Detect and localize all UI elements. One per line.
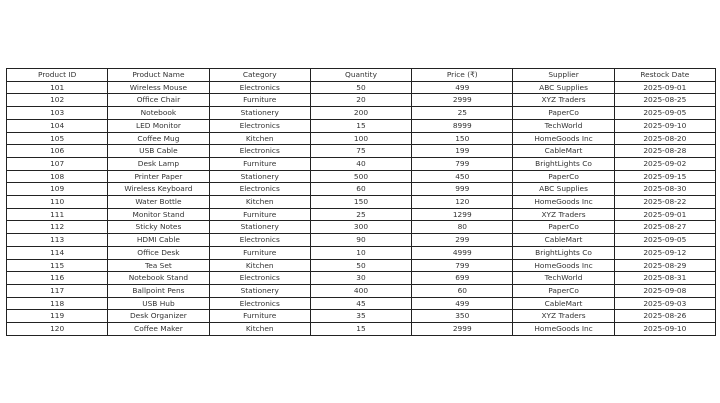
table-row [7, 284, 716, 297]
table-cell: 101 [7, 81, 108, 94]
table-cell: XYZ Traders [513, 208, 614, 221]
table-cell: 110 [7, 196, 108, 209]
table-cell: 2025-09-10 [614, 119, 715, 132]
column-header: Product ID [7, 69, 108, 82]
table-cell: BrightLights Co [513, 157, 614, 170]
table-cell: 60 [412, 284, 513, 297]
table-cell: 799 [412, 259, 513, 272]
table-cell: 114 [7, 246, 108, 259]
table-cell: 109 [7, 183, 108, 196]
table-cell: HomeGoods Inc [513, 323, 614, 336]
table-cell: PaperCo [513, 170, 614, 183]
table-row [7, 119, 716, 132]
table-cell: 699 [412, 272, 513, 285]
table-row [7, 107, 716, 120]
table-row [7, 183, 716, 196]
table-cell: Ballpoint Pens [108, 284, 209, 297]
table-header [7, 69, 716, 82]
inventory-table-container [6, 68, 716, 336]
table-row [7, 170, 716, 183]
table-cell: 8999 [412, 119, 513, 132]
table-cell: Notebook [108, 107, 209, 120]
table-cell: 450 [412, 170, 513, 183]
table-cell: 300 [310, 221, 411, 234]
table-cell: 2025-08-29 [614, 259, 715, 272]
table-cell: 120 [412, 196, 513, 209]
table-cell: HomeGoods Inc [513, 259, 614, 272]
table-cell: 2025-09-10 [614, 323, 715, 336]
table-row [7, 132, 716, 145]
table-cell: 350 [412, 310, 513, 323]
table-cell: Notebook Stand [108, 272, 209, 285]
table-cell: 150 [310, 196, 411, 209]
table-cell: 111 [7, 208, 108, 221]
table-cell: HomeGoods Inc [513, 196, 614, 209]
table-row [7, 234, 716, 247]
table-cell: PaperCo [513, 284, 614, 297]
table-cell: 499 [412, 297, 513, 310]
table-row [7, 81, 716, 94]
table-cell: 15 [310, 119, 411, 132]
table-cell: 999 [412, 183, 513, 196]
table-cell: 118 [7, 297, 108, 310]
header-row [7, 69, 716, 82]
table-cell: 117 [7, 284, 108, 297]
table-cell: 4999 [412, 246, 513, 259]
table-cell: 103 [7, 107, 108, 120]
table-cell: Furniture [209, 310, 310, 323]
table-cell: 25 [310, 208, 411, 221]
column-header: Restock Date [614, 69, 715, 82]
table-cell: ABC Supplies [513, 81, 614, 94]
table-cell: 80 [412, 221, 513, 234]
table-row [7, 259, 716, 272]
table-cell: Coffee Mug [108, 132, 209, 145]
table-cell: 15 [310, 323, 411, 336]
table-cell: USB Cable [108, 145, 209, 158]
table-cell: 10 [310, 246, 411, 259]
table-cell: Electronics [209, 81, 310, 94]
table-cell: Kitchen [209, 196, 310, 209]
table-row [7, 208, 716, 221]
table-cell: 150 [412, 132, 513, 145]
table-cell: Tea Set [108, 259, 209, 272]
table-cell: Furniture [209, 246, 310, 259]
table-cell: 106 [7, 145, 108, 158]
table-cell: 2025-09-03 [614, 297, 715, 310]
table-cell: 116 [7, 272, 108, 285]
table-cell: 2025-08-30 [614, 183, 715, 196]
table-cell: Stationery [209, 221, 310, 234]
table-cell: 105 [7, 132, 108, 145]
table-cell: 2999 [412, 94, 513, 107]
table-cell: Wireless Mouse [108, 81, 209, 94]
column-header: Supplier [513, 69, 614, 82]
table-cell: 2025-08-31 [614, 272, 715, 285]
table-cell: Electronics [209, 297, 310, 310]
table-cell: 799 [412, 157, 513, 170]
table-row [7, 246, 716, 259]
table-cell: 115 [7, 259, 108, 272]
table-cell: 100 [310, 132, 411, 145]
table-cell: TechWorld [513, 119, 614, 132]
table-row [7, 94, 716, 107]
table-cell: 2025-08-26 [614, 310, 715, 323]
table-cell: CableMart [513, 234, 614, 247]
table-cell: HDMI Cable [108, 234, 209, 247]
table-cell: HomeGoods Inc [513, 132, 614, 145]
column-header: Quantity [310, 69, 411, 82]
table-cell: Office Chair [108, 94, 209, 107]
table-cell: Furniture [209, 94, 310, 107]
table-cell: Sticky Notes [108, 221, 209, 234]
table-row [7, 323, 716, 336]
table-row [7, 221, 716, 234]
table-cell: 35 [310, 310, 411, 323]
table-cell: 2025-09-08 [614, 284, 715, 297]
table-cell: 2025-08-22 [614, 196, 715, 209]
table-cell: Furniture [209, 208, 310, 221]
table-cell: Coffee Maker [108, 323, 209, 336]
table-cell: Furniture [209, 157, 310, 170]
table-cell: 25 [412, 107, 513, 120]
table-cell: 499 [412, 81, 513, 94]
table-body [7, 81, 716, 335]
table-cell: BrightLights Co [513, 246, 614, 259]
table-cell: 60 [310, 183, 411, 196]
table-cell: Monitor Stand [108, 208, 209, 221]
table-cell: Kitchen [209, 132, 310, 145]
table-cell: Office Desk [108, 246, 209, 259]
table-cell: 2025-08-28 [614, 145, 715, 158]
table-cell: Electronics [209, 145, 310, 158]
table-cell: 2025-08-27 [614, 221, 715, 234]
table-cell: 199 [412, 145, 513, 158]
table-cell: 2999 [412, 323, 513, 336]
table-cell: Desk Lamp [108, 157, 209, 170]
table-cell: Kitchen [209, 323, 310, 336]
table-cell: Desk Organizer [108, 310, 209, 323]
table-cell: XYZ Traders [513, 94, 614, 107]
table-cell: XYZ Traders [513, 310, 614, 323]
table-cell: 120 [7, 323, 108, 336]
table-cell: 2025-09-15 [614, 170, 715, 183]
table-cell: Stationery [209, 107, 310, 120]
table-cell: 45 [310, 297, 411, 310]
table-cell: TechWorld [513, 272, 614, 285]
table-row [7, 272, 716, 285]
column-header: Product Name [108, 69, 209, 82]
table-cell: Electronics [209, 183, 310, 196]
table-cell: 107 [7, 157, 108, 170]
table-cell: 2025-09-01 [614, 81, 715, 94]
table-row [7, 145, 716, 158]
table-cell: 90 [310, 234, 411, 247]
table-cell: 1299 [412, 208, 513, 221]
table-row [7, 310, 716, 323]
table-cell: 2025-09-05 [614, 234, 715, 247]
table-cell: 2025-09-05 [614, 107, 715, 120]
table-cell: 50 [310, 81, 411, 94]
table-cell: 30 [310, 272, 411, 285]
column-header: Price (₹) [412, 69, 513, 82]
table-cell: 20 [310, 94, 411, 107]
table-cell: 2025-09-12 [614, 246, 715, 259]
table-cell: 2025-09-02 [614, 157, 715, 170]
table-cell: CableMart [513, 297, 614, 310]
table-cell: 75 [310, 145, 411, 158]
table-cell: 108 [7, 170, 108, 183]
table-cell: CableMart [513, 145, 614, 158]
table-cell: 102 [7, 94, 108, 107]
table-cell: 104 [7, 119, 108, 132]
table-cell: 500 [310, 170, 411, 183]
table-cell: LED Monitor [108, 119, 209, 132]
table-cell: 2025-08-20 [614, 132, 715, 145]
table-cell: 299 [412, 234, 513, 247]
table-cell: Water Bottle [108, 196, 209, 209]
inventory-table [6, 68, 716, 336]
table-cell: 200 [310, 107, 411, 120]
table-cell: 50 [310, 259, 411, 272]
table-cell: Electronics [209, 119, 310, 132]
table-cell: USB Hub [108, 297, 209, 310]
table-cell: 119 [7, 310, 108, 323]
table-cell: Stationery [209, 284, 310, 297]
table-cell: 112 [7, 221, 108, 234]
table-cell: Electronics [209, 234, 310, 247]
table-row [7, 157, 716, 170]
table-cell: 2025-08-25 [614, 94, 715, 107]
table-cell: PaperCo [513, 221, 614, 234]
table-cell: Stationery [209, 170, 310, 183]
table-cell: PaperCo [513, 107, 614, 120]
table-cell: 40 [310, 157, 411, 170]
table-row [7, 297, 716, 310]
column-header: Category [209, 69, 310, 82]
table-cell: Electronics [209, 272, 310, 285]
table-cell: 400 [310, 284, 411, 297]
table-row [7, 196, 716, 209]
table-cell: Printer Paper [108, 170, 209, 183]
table-cell: 2025-09-01 [614, 208, 715, 221]
table-cell: Wireless Keyboard [108, 183, 209, 196]
table-cell: 113 [7, 234, 108, 247]
table-cell: ABC Supplies [513, 183, 614, 196]
table-cell: Kitchen [209, 259, 310, 272]
